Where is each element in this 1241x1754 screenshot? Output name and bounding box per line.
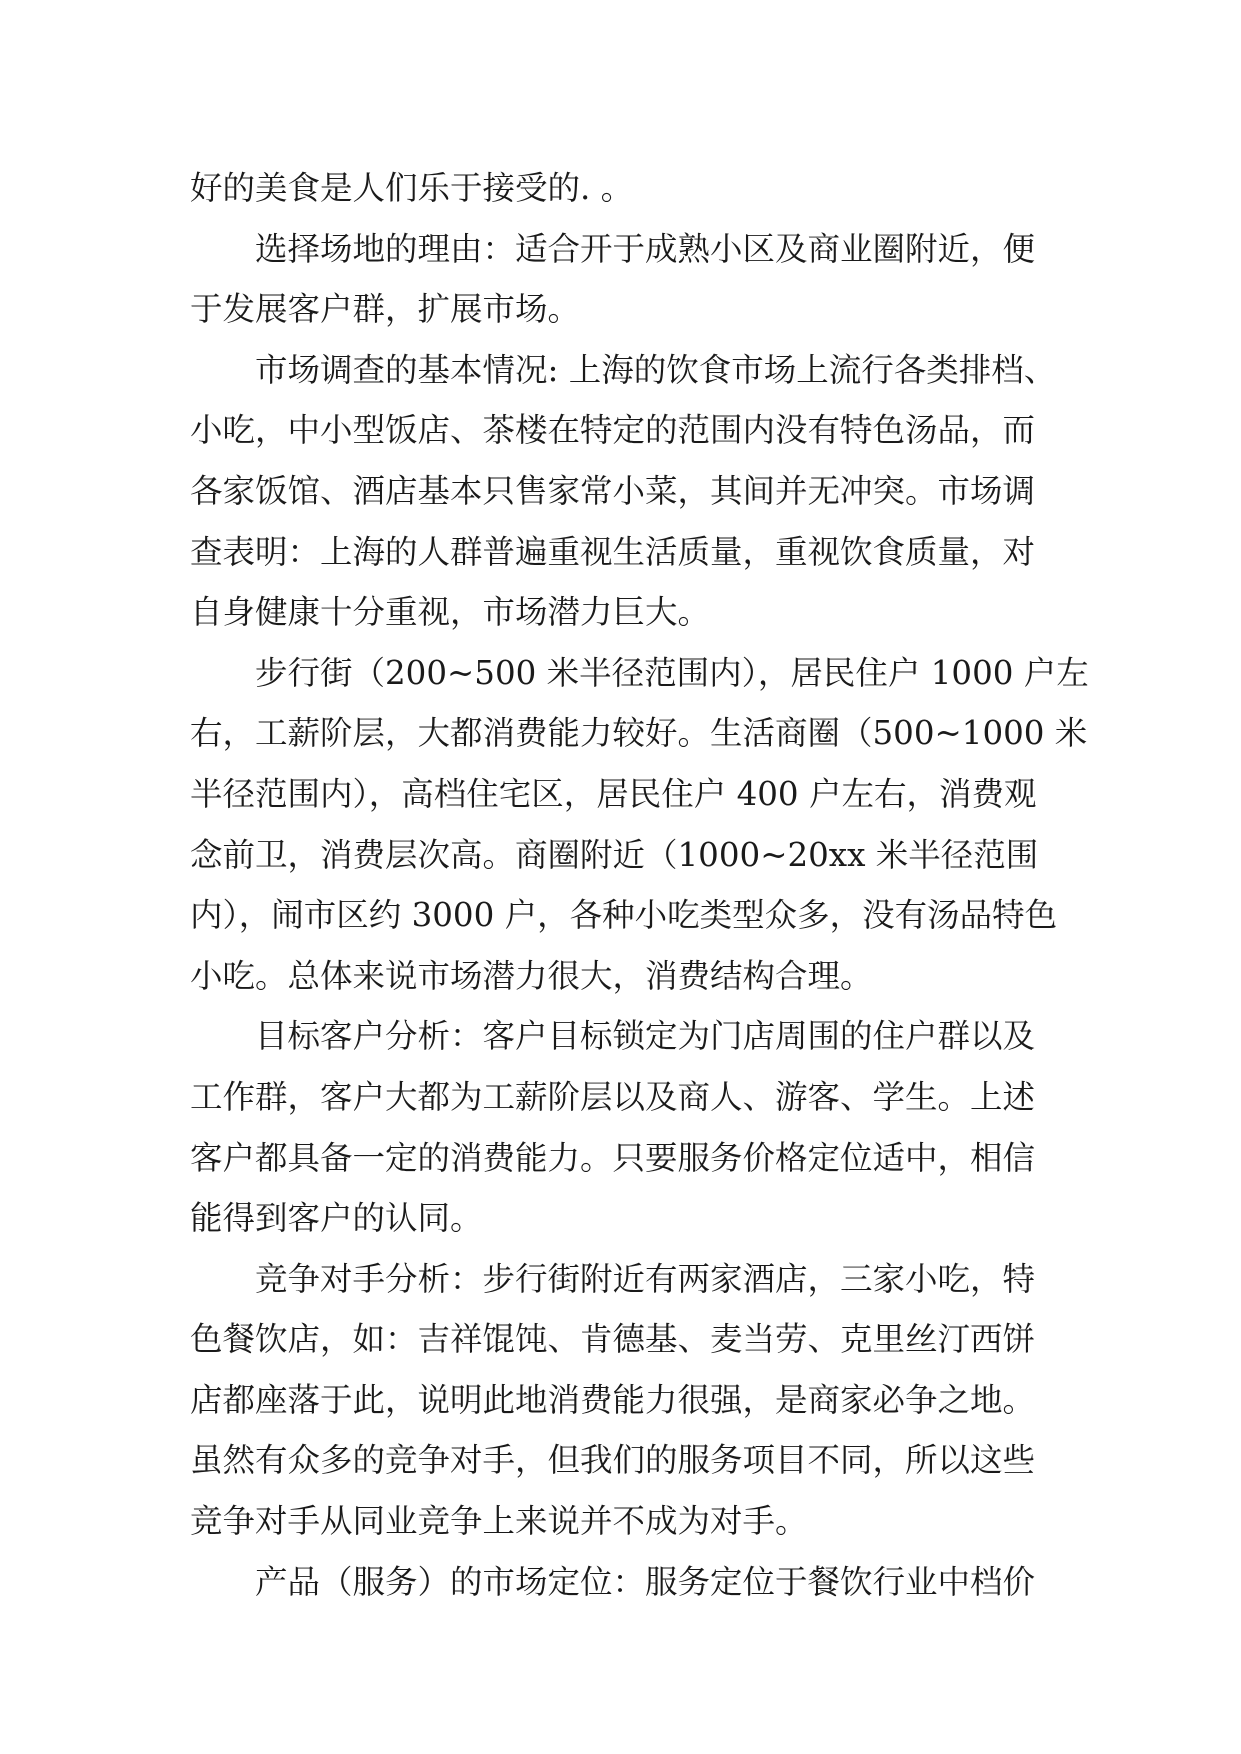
text-line: 内），闹市区约 3000 户，各种小吃类型众多，没有汤品特色 bbox=[190, 896, 1058, 935]
paragraph-competitors bbox=[190, 1249, 1050, 1552]
text-line: 半径范围内），高档住宅区，居民住户 400 户左右，消费观 bbox=[190, 774, 1037, 813]
paragraph-trade-areas bbox=[190, 643, 1089, 1007]
text-line: 色餐饮店，如：吉祥馄饨、肯德基、麦当劳、克里丝汀西饼 bbox=[190, 1320, 1036, 1359]
text-line: 各家饭馆、酒店基本只售家常小菜，其间并无冲突。市场调 bbox=[190, 471, 1036, 510]
paragraph-site-selection bbox=[190, 219, 1050, 340]
text-line: 竞争对手从同业竞争上来说并不成为对手。 bbox=[190, 1502, 808, 1541]
text-line: 查表明：上海的人群普遍重视生活质量，重视饮食质量，对 bbox=[190, 532, 1036, 571]
text-line: 小吃，中小型饭店、茶楼在特定的范围内没有特色汤品，而 bbox=[190, 411, 1036, 450]
text-line: 小吃。总体来说市场潜力很大，消费结构合理。 bbox=[190, 956, 873, 995]
text-line: 目标客户分析：客户目标锁定为门店周围的住户群以及 bbox=[255, 1017, 1036, 1056]
text-line: 于发展客户群，扩展市场。 bbox=[190, 290, 581, 329]
text-line: 选择场地的理由：适合开于成熟小区及商业圈附近，便 bbox=[255, 229, 1036, 268]
text-line: 步行街（200~500 米半径范围内），居民住户 1000 户左 bbox=[255, 653, 1089, 692]
text-line: 工作群，客户大都为工薪阶层以及商人、游客、学生。上述 bbox=[190, 1077, 1036, 1116]
document-body bbox=[190, 158, 1089, 1612]
text-line: 竞争对手分析：步行街附近有两家酒店，三家小吃，特 bbox=[255, 1259, 1036, 1298]
text-line: 市场调查的基本情况: 上海的饮食市场上流行各类排档、 bbox=[255, 350, 1057, 389]
paragraph-continuation bbox=[190, 158, 1050, 219]
paragraph-market-survey bbox=[190, 340, 1057, 643]
text-line: 店都座落于此，说明此地消费能力很强，是商家必争之地。 bbox=[190, 1380, 1036, 1419]
paragraph-market-positioning bbox=[190, 1552, 1050, 1613]
text-line: 客户都具备一定的消费能力。只要服务价格定位适中，相信 bbox=[190, 1138, 1036, 1177]
text-line: 右，工薪阶层，大都消费能力较好。生活商圈（500~1000 米 bbox=[190, 714, 1088, 753]
paragraph-target-customers bbox=[190, 1006, 1050, 1248]
text-line: 好的美食是人们乐于接受的. 。 bbox=[190, 169, 634, 207]
text-line: 念前卫，消费层次高。商圈附近（1000~20xx 米半径范围 bbox=[190, 835, 1039, 874]
text-line: 产品（服务）的市场定位：服务定位于餐饮行业中档价 bbox=[255, 1562, 1036, 1601]
text-line: 自身健康十分重视，市场潜力巨大。 bbox=[190, 593, 711, 632]
text-line: 虽然有众多的竞争对手，但我们的服务项目不同，所以这些 bbox=[190, 1441, 1036, 1480]
text-line: 能得到客户的认同。 bbox=[190, 1199, 483, 1238]
